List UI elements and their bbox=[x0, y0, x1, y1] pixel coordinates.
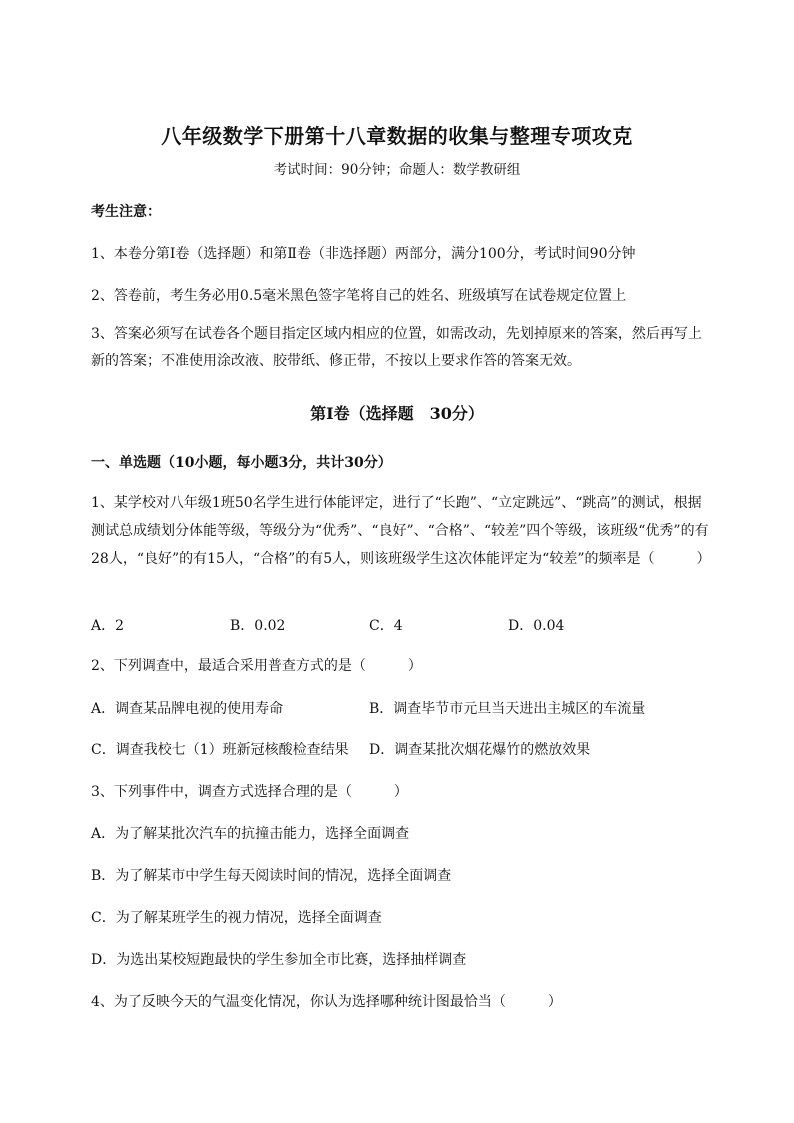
question-stem: 4、为了反映今天的气温变化情况，你认为选择哪种统计图最恰当（ ） bbox=[91, 994, 562, 1010]
option-d[interactable]: D．调查某批次烟花爆竹的燃放效果 bbox=[369, 742, 591, 758]
option-a[interactable]: A．2 bbox=[91, 618, 125, 634]
notice-heading: 考生注意： bbox=[91, 204, 161, 220]
question-stem: 1、某学校对八年级1班50名学生进行体能评定，进行了“长跑”、“立定跳远”、“跳高”的测试，根据测试总成绩划分体能等级，等级分为“优秀”、“良好”、“合格”、“较差”四个等级，该班级“优秀”的有28人，“良好”的有15人，“合格”的有5人，则该班级学生这次体能评定为“较差”的频率是（ ） bbox=[91, 495, 711, 567]
notice-item: 2、答卷前，考生务必用0.5毫米黑色签字笔将自己的姓名、班级填写在试卷规定位置上 bbox=[91, 288, 627, 304]
option-b[interactable]: B．为了解某市中学生每天阅读时间的情况，选择全面调查 bbox=[91, 868, 452, 884]
option-a[interactable]: A．为了解某批次汽车的抗撞击能力，选择全面调查 bbox=[91, 826, 410, 842]
option-c[interactable]: C．调查我校七（1）班新冠核酸检查结果 bbox=[91, 742, 349, 758]
option-b[interactable]: B．调查毕节市元旦当天进出主城区的车流量 bbox=[369, 701, 646, 717]
exam-title: 八年级数学下册第十八章数据的收集与整理专项攻克 bbox=[161, 124, 633, 148]
section-title: 第Ⅰ卷（选择题 30分） bbox=[310, 404, 484, 423]
notice-item: 3、答案必须写在试卷各个题目指定区域内相应的位置，如需改动，先划掉原来的答案，然后再写上新的答案；不准使用涂改液、胶带纸、修正带，不按以上要求作答的答案无效。 bbox=[91, 326, 702, 369]
notice-item: 1、本卷分第Ⅰ卷（选择题）和第Ⅱ卷（非选择题）两部分，满分100分，考试时间90分钟 bbox=[91, 246, 636, 262]
part-heading: 一、单选题（10小题，每小题3分，共计30分） bbox=[91, 455, 392, 471]
option-d[interactable]: D．0.04 bbox=[508, 618, 565, 634]
option-b[interactable]: B．0.02 bbox=[230, 618, 286, 634]
question-stem: 2、下列调查中，最适合采用普查方式的是（ ） bbox=[91, 658, 422, 674]
exam-subtitle: 考试时间：90分钟；命题人：数学教研组 bbox=[273, 162, 521, 178]
option-a[interactable]: A．调查某品牌电视的使用寿命 bbox=[91, 701, 284, 717]
option-d[interactable]: D．为选出某校短跑最快的学生参加全市比赛，选择抽样调查 bbox=[91, 952, 467, 968]
question-stem: 3、下列事件中，调查方式选择合理的是（ ） bbox=[91, 784, 408, 800]
option-c[interactable]: C．4 bbox=[369, 618, 403, 634]
option-c[interactable]: C．为了解某班学生的视力情况，选择全面调查 bbox=[91, 910, 382, 926]
